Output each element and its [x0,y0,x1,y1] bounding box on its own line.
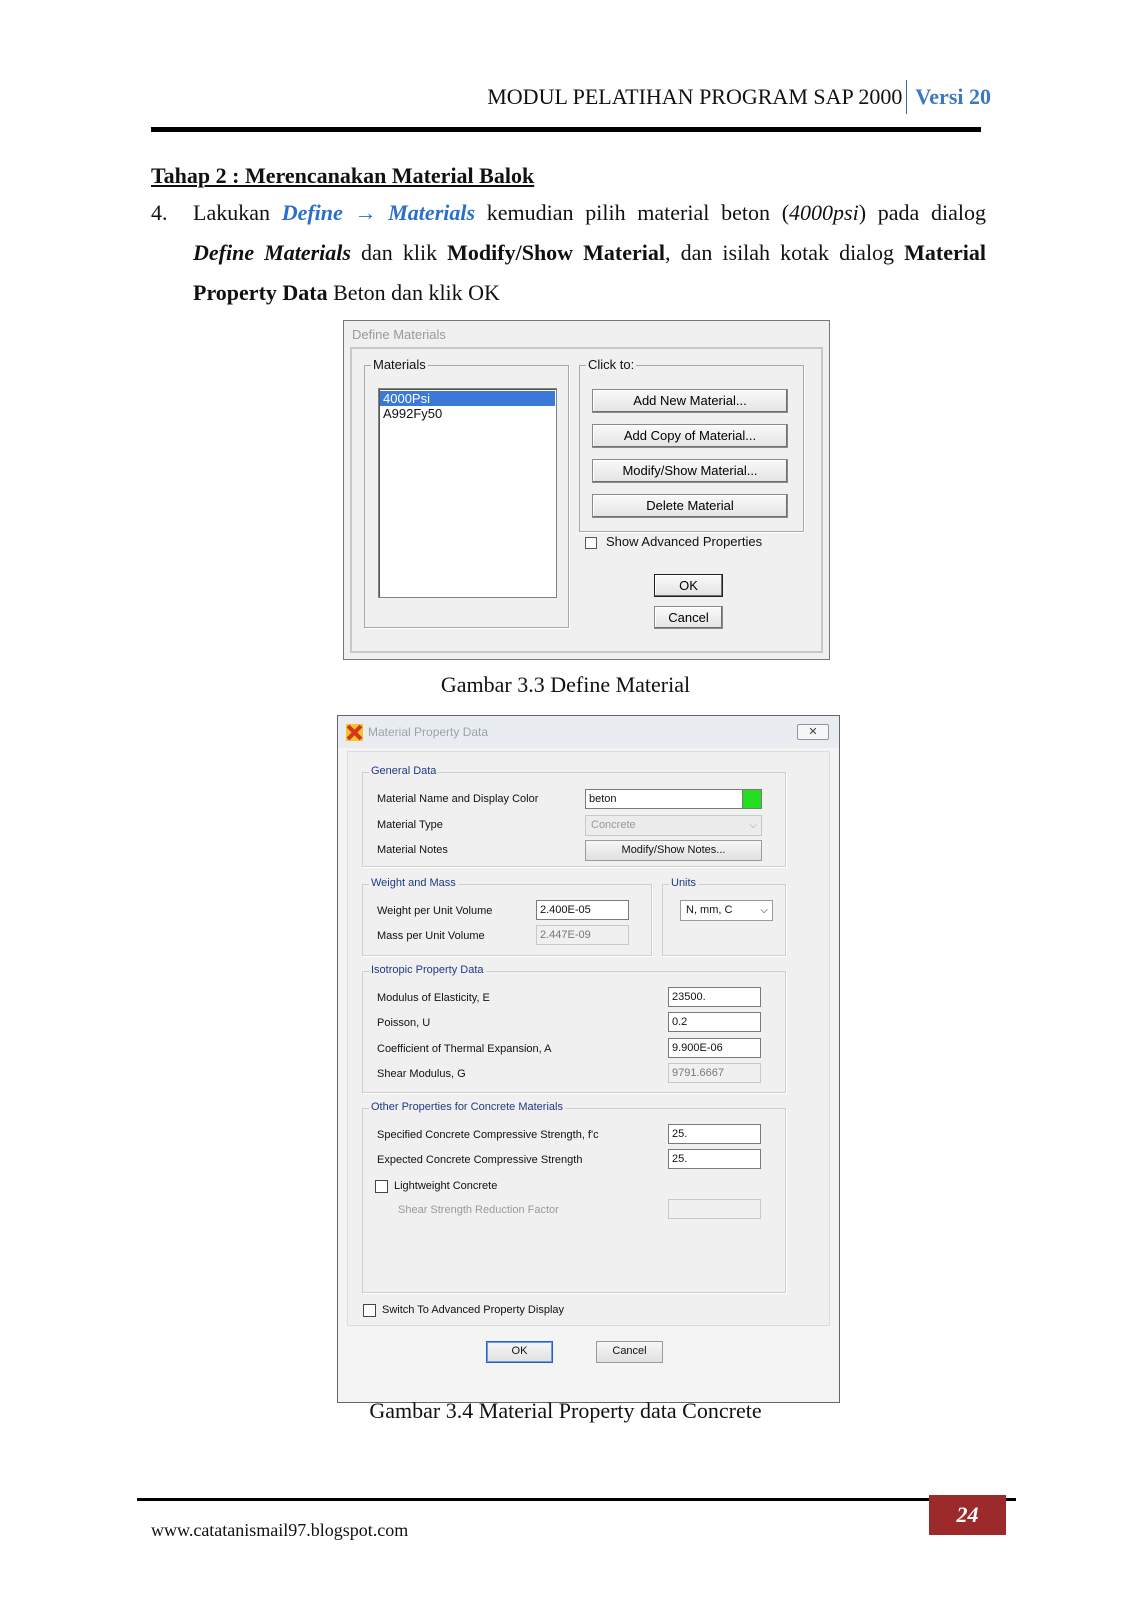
concrete-properties-legend: Other Properties for Concrete Materials [371,1101,563,1113]
material-property-dialog [337,715,840,1403]
poisson-input[interactable]: 0.2 [668,1012,761,1032]
menu-define: Define [281,200,343,225]
shear-reduction-input [668,1199,761,1219]
modify-show-material-button[interactable]: Modify/Show Material... [592,459,788,483]
lightweight-concrete-checkbox[interactable] [375,1180,388,1193]
materials-group [364,357,569,628]
title-bar [338,716,839,748]
thermal-expansion-input[interactable]: 9.900E-06 [668,1038,761,1058]
units-legend: Units [671,877,697,889]
material-type-select[interactable]: Concrete ⌵ [585,815,762,836]
materials-list[interactable] [378,388,557,598]
units-select[interactable]: N, mm, C ⌵ [680,900,773,921]
shear-reduction-label: Shear Strength Reduction Factor [398,1204,559,1216]
weight-per-volume-label: Weight per Unit Volume [377,905,493,917]
figure-caption-1: Gambar 3.3 Define Material [440,672,691,697]
material-name-label: Material Name and Display Color [377,793,539,805]
ok-button[interactable]: OK [654,574,723,597]
material-notes-label: Material Notes [377,844,448,856]
modulus-elasticity-input[interactable]: 23500. [668,987,761,1007]
material-type-label: Material Type [377,819,443,831]
mass-per-volume-field: 2.447E-09 [536,925,629,945]
materials-group-label: Materials [373,357,426,372]
specified-fc-label: Specified Concrete Compressive Strength, f'c [377,1129,599,1141]
figure-caption-2: Gambar 3.4 Material Property data Concrete [369,1398,762,1423]
module-title: MODUL PELATIHAN PROGRAM SAP 2000 [487,84,903,109]
dialog-body [347,751,830,1326]
modulus-elasticity-label: Modulus of Elasticity, E [377,992,490,1004]
page-number: 24 [929,1495,1006,1535]
weight-mass-legend: Weight and Mass [371,877,456,889]
cancel-button[interactable]: Cancel [596,1341,663,1363]
expected-fc-input[interactable]: 25. [668,1149,761,1169]
footer-url: www.catatanismail97.blogspot.com [151,1520,409,1540]
list-number: 4. [151,200,168,225]
header-divider [906,80,907,114]
ok-button[interactable]: OK [486,1341,553,1363]
step-title: Tahap 2 : Merencanakan Material Balok [151,163,535,188]
delete-material-button[interactable]: Delete Material [592,494,788,518]
switch-advanced-label: Switch To Advanced Property Display [382,1304,564,1316]
general-data-legend: General Data [371,765,437,777]
dialog-title: Define Materials [352,327,446,342]
display-color-swatch[interactable] [742,789,762,809]
sap-app-icon [346,724,363,741]
weight-per-volume-input[interactable]: 2.400E-05 [536,900,629,920]
switch-advanced-checkbox[interactable] [363,1304,376,1317]
click-to-label: Click to: [588,357,635,372]
modify-show-notes-button[interactable]: Modify/Show Notes... [585,840,762,861]
add-copy-material-button[interactable]: Add Copy of Material... [592,424,788,448]
show-advanced-label: Show Advanced Properties [606,534,763,549]
lightweight-concrete-label: Lightweight Concrete [394,1180,498,1192]
footer-rule [137,1498,1016,1501]
poisson-label: Poisson, U [377,1017,431,1029]
chevron-down-icon: ⌵ [760,905,768,916]
header-rule [151,127,981,132]
instruction-paragraph [151,193,986,313]
add-new-material-button[interactable]: Add New Material... [592,389,788,413]
menu-materials: Materials [388,200,476,225]
isotropic-legend: Isotropic Property Data [371,964,484,976]
thermal-expansion-label: Coefficient of Thermal Expansion, A [377,1043,552,1055]
version-label: Versi 20 [915,84,991,109]
mass-per-volume-label: Mass per Unit Volume [377,930,485,942]
material-item-4000psi[interactable]: 4000Psi [380,391,555,406]
expected-fc-label: Expected Concrete Compressive Strength [377,1154,583,1166]
shear-modulus-label: Shear Modulus, G [377,1068,466,1080]
instruction-text: Lakukan Define → Materials kemudian pilih material beton (4000psi) pada dialog Define Materials dan klik Modify/Show Material, dan isilah kotak dialog Material Property Data Beton dan klik OK [193,200,987,305]
cancel-button[interactable]: Cancel [654,606,723,629]
show-advanced-checkbox[interactable] [585,537,597,549]
shear-modulus-field: 9791.6667 [668,1063,761,1083]
dialog-title: Material Property Data [368,725,489,739]
material-name-input[interactable]: beton [585,789,743,809]
specified-fc-input[interactable]: 25. [668,1124,761,1144]
close-button[interactable]: ✕ [797,724,829,740]
dialog-frame [350,347,823,653]
weight-mass-group [362,877,652,956]
chevron-down-icon: ⌵ [749,820,757,831]
material-item-a992fy50[interactable]: A992Fy50 [383,406,443,421]
page-header [487,80,991,114]
define-materials-dialog [343,320,830,660]
